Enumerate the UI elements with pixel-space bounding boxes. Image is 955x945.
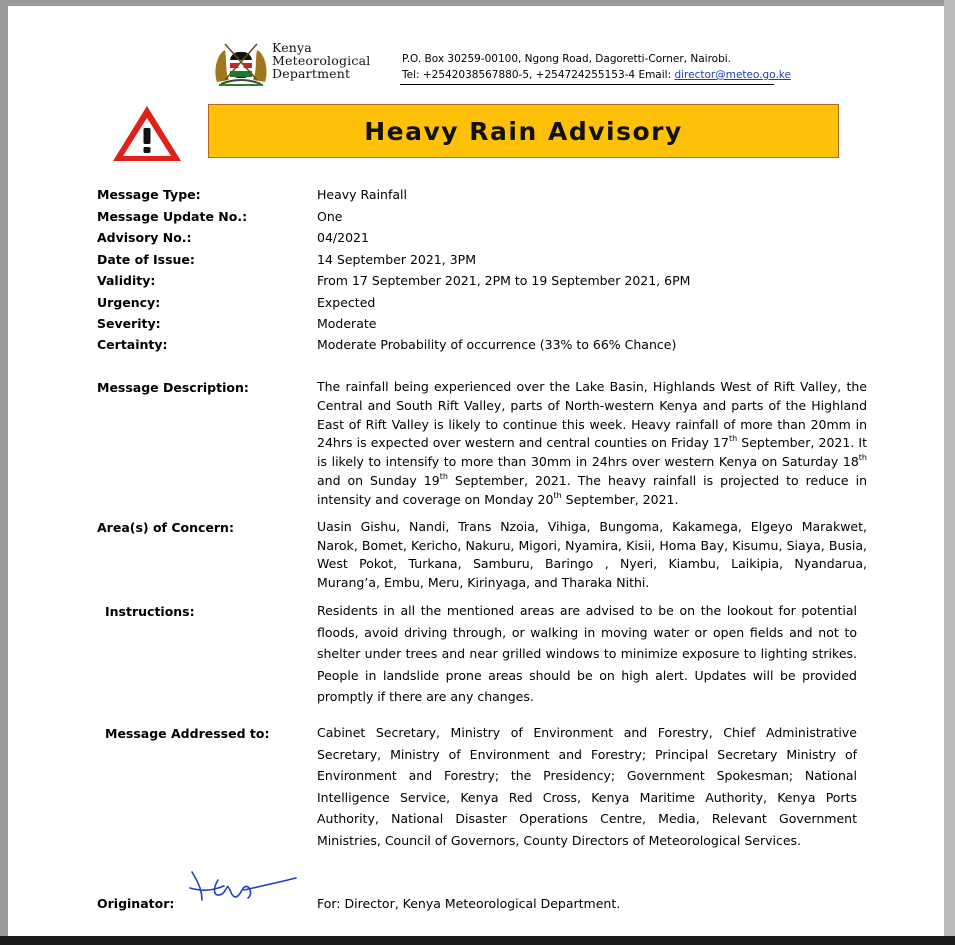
field-label-severity: Severity: — [97, 316, 161, 331]
scrollbar-track[interactable] — [944, 0, 955, 936]
org-line-2: Meteorological — [272, 53, 371, 68]
ordinal-suffix: th — [553, 490, 562, 500]
field-value-advisory-no: 04/2021 — [317, 230, 369, 245]
field-label-certainty: Certainty: — [97, 337, 168, 352]
instructions-text: Residents in all the mentioned areas are advised to be on the lookout for potential floods, avoid driving through, or walking in moving water or open fields and not to shelter under trees and near grilled windows to minimize exposure to lighting strikes. People in landslide prone areas should be on high alert. Updates will be provided promptly if there are any changes. — [317, 603, 857, 705]
field-value-message-type: Heavy Rainfall — [317, 187, 407, 202]
field-value-certainty: Moderate Probability of occurrence (33% to 66% Chance) — [317, 337, 677, 352]
org-line-3: Department — [272, 66, 351, 81]
email-link[interactable]: director@meteo.go.ke — [674, 69, 791, 81]
advisory-title: Heavy Rain Advisory — [364, 116, 683, 146]
description-part: September, 2021. It is likely to intensify to more than 30mm in 24hrs over western Kenya on Saturday 18 — [317, 435, 868, 470]
organization-name — [272, 41, 370, 80]
message-addressed-to-text: Cabinet Secretary, Ministry of Environment and Forestry, Chief Administrative Secretary, Ministry of Environment and Forestry; Principal Secretary Ministry of Environment and Forestry; the Presidency; Government Spokesman; National Intelligence Service, Kenya Red Cross, Kenya Maritime Authority, Kenya Ports Authority, National Disaster Operations Centre, Media, Relevant Government Ministries, Council of Governors, County Directors of Meteorological Services. — [317, 725, 857, 848]
originator-value: For: Director, Kenya Meteorological Department. — [317, 896, 621, 911]
description-part: September, 2021. The heavy rainfall is projected to reduce in intensity and coverage on Monday 20 — [317, 472, 867, 507]
field-label-urgency: Urgency: — [97, 295, 161, 310]
description-part: September, 2021. — [561, 491, 679, 507]
field-value-urgency: Expected — [317, 295, 376, 310]
ordinal-suffix: th — [858, 453, 867, 463]
message-description-text — [317, 378, 867, 510]
field-value-severity: Moderate — [317, 316, 377, 331]
phone-numbers: Tel: +2542038567880-5, +254724255153-4 Email: — [402, 69, 675, 81]
field-label-message-type: Message Type: — [97, 187, 201, 202]
field-value-validity: From 17 September 2021, 2PM to 19 September 2021, 6PM — [317, 273, 691, 288]
areas-of-concern-label: Area(s) of Concern: — [97, 520, 234, 535]
field-label-advisory-no: Advisory No.: — [97, 230, 192, 245]
message-addressed-to-label: Message Addressed to: — [105, 726, 270, 741]
field-label-date-of-issue: Date of Issue: — [97, 252, 195, 267]
advisory-banner — [208, 104, 839, 158]
field-label-validity: Validity: — [97, 273, 156, 288]
header-rule — [400, 84, 774, 85]
document-page — [8, 6, 944, 936]
contact-line — [402, 67, 791, 83]
message-description-label: Message Description: — [97, 380, 249, 395]
ordinal-suffix: th — [728, 434, 738, 444]
instructions-label: Instructions: — [105, 604, 195, 619]
postal-address: P.O. Box 30259-00100, Ngong Road, Dagoretti-Corner, Nairobi. — [402, 53, 732, 65]
address-block — [402, 51, 791, 83]
warning-triangle-icon — [110, 102, 184, 164]
signature-image — [184, 868, 298, 908]
field-label-update-no: Message Update No.: — [97, 209, 248, 224]
description-part: The rainfall being experienced over the Lake Basin, Highlands West of Rift Valley, the Central and South Rift Valley, parts of North-western Kenya and parts of the Highland East of Rift Valley is likely to continue this week. Heavy rainfall of more than 20mm in 24hrs is expected over western and central counties on Friday 17 — [317, 379, 867, 451]
ordinal-suffix: th — [439, 471, 448, 481]
field-value-update-no: One — [317, 209, 343, 224]
areas-of-concern-text: Uasin Gishu, Nandi, Trans Nzoia, Vihiga, Bungoma, Kakamega, Elgeyo Marakwet, Narok, Bomet, Kericho, Nakuru, Migori, Nyamira, Kisii, Homa Bay, Kisumu, Siaya, Busia, West Pokot, Turkana, Samburu, Baringo , Nyeri, Kiambu, Laikipia, Nyandarua, Murang’a, Embu, Meru, Kirinyaga, and Tharaka Nithi. — [317, 519, 867, 590]
description-part: and on Sunday 19 — [317, 472, 440, 488]
taskbar — [0, 936, 955, 945]
originator-label: Originator: — [97, 896, 175, 911]
coat-of-arms-logo — [211, 40, 271, 86]
org-line-1: Kenya — [272, 40, 312, 55]
field-value-date-of-issue: 14 September 2021, 3PM — [317, 252, 476, 267]
